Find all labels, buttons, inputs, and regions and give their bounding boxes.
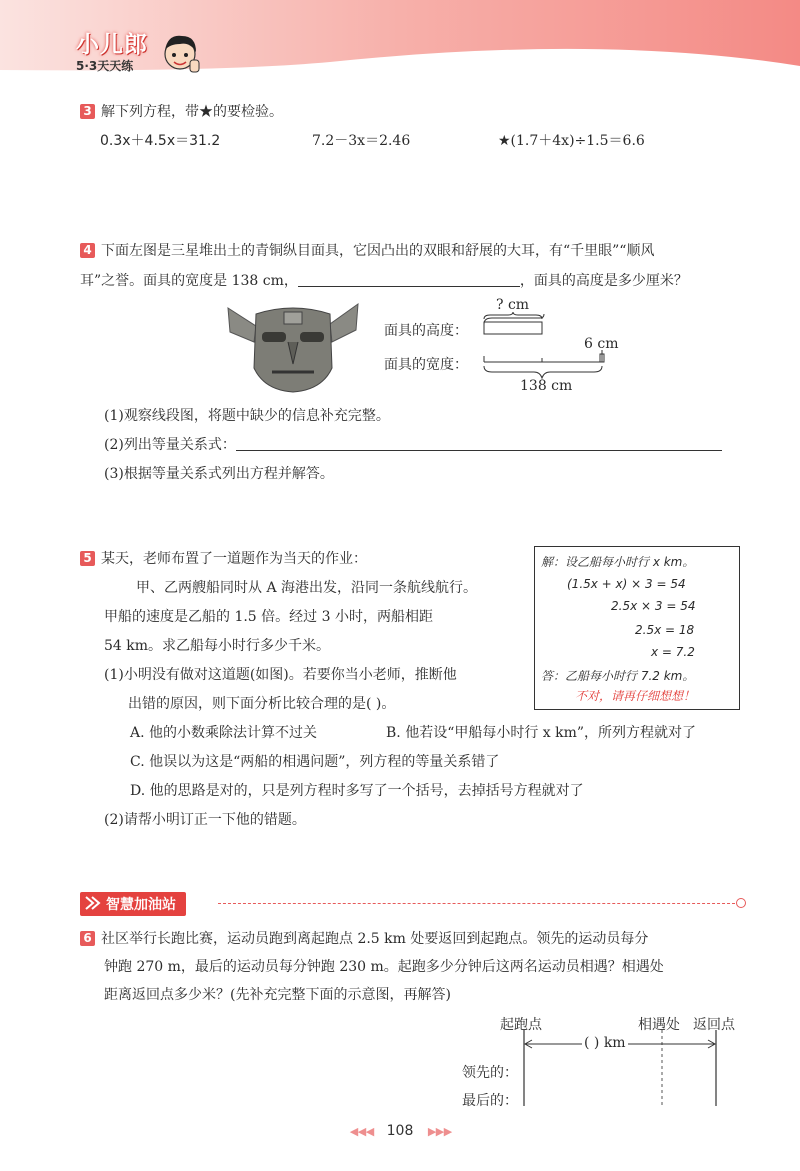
q4-text-1: 下面左图是三星堆出土的青铜纵目面具，它因凸出的双眼和舒展的大耳，有“千里眼”“顺风 [101,243,655,259]
q4-sub-1: (1)观察线段图，将题中缺少的信息补充完整。 [104,408,390,424]
q4-width-label: 面具的宽度： [384,357,468,373]
q4-sub-2-text: (2)列出等量关系式： [104,437,236,453]
q5-problem-2: 甲船的速度是乙船的 1.5 倍。经过 3 小时，两船相距 [104,609,433,625]
bronze-mask-image [226,302,360,394]
q4-text-2a: 耳”之誉。面具的宽度是 138 cm， [80,273,298,289]
brand-logo [76,26,148,74]
page-header [0,0,800,78]
width-brace [484,366,602,378]
q6-last-label: 最后的： [462,1093,518,1109]
q5-sub-1a: (1)小明没有做对这道题(如图)。若要你当小老师，推断他 [104,667,457,683]
q3-prompt [80,101,283,121]
q4-text-2b: ，面具的高度是多少厘米？ [519,273,688,289]
q3-text: 解下列方程，带★的要检验。 [101,104,283,120]
q4-line-1 [80,240,654,260]
height-segment [484,322,542,334]
work-line-5: x = 7.2 [651,645,695,659]
q6-number: 6 [80,931,95,946]
q4-sub-3: (3)根据等量关系式列出方程并解答。 [104,466,334,482]
q6-turn-label: 返回点 [693,1017,735,1033]
q6-line-2: 钟跑 270 m，最后的运动员每分钟跑 230 m。起跑多少分钟后这两名运动员相遇？相遇处 [104,959,664,975]
q6-leader-label: 领先的： [462,1065,518,1081]
q6-line-3: 距离返回点多少米？(先补充完整下面的示意图，再解答) [104,987,451,1003]
q5-intro [80,548,367,568]
q5-problem-1: 甲、乙两艘船同时从 A 海港出发，沿同一条航线航行。 [136,580,478,596]
work-line-6: 答：乙船每小时行 7.2 km。 [541,669,695,683]
banner-label: 智慧加油站 [80,892,186,916]
brand-subtitle: 5·3天天练 [76,59,134,73]
q5-option-a[interactable]: A. 他的小数乘除法计算不过关 [130,725,318,741]
q5-sub-2: (2)请帮小明订正一下他的错题。 [104,812,306,828]
q6-line-1 [80,928,648,948]
q5-student-work [534,546,740,710]
q3-equation-3: ★(1.7＋4x)÷1.5＝6.6 [498,133,645,149]
q5-option-d[interactable]: D. 他的思路是对的，只是列方程时多写了一个括号，去掉括号方程就对了 [130,783,584,799]
q4-answer-blank[interactable] [298,271,520,287]
q4-sub-2 [104,431,722,460]
page-number: 108 [386,1123,414,1139]
q6-meet-label: 相遇处 [638,1017,680,1033]
q4-relation-blank[interactable] [236,435,722,451]
mascot-icon [160,28,202,78]
banner-dot [736,898,746,908]
q3-number: 3 [80,104,95,119]
arrow-icon [85,896,101,910]
teacher-comment: 不对，请再仔细想想！ [575,689,696,703]
q5-option-b[interactable]: B. 他若设“甲船每小时行 x km”，所列方程就对了 [386,725,697,741]
section-banner [80,892,186,916]
q4-segment-diagram [478,312,608,382]
q4-line-2 [80,270,688,290]
brand-title: 小儿郎 [76,32,148,58]
prev-arrows-icon: ◀ ◀ ◀ [349,1125,373,1138]
next-arrows-icon: ▶ ▶ ▶ [427,1125,451,1138]
q6-distance-blank[interactable]: ( ) km [584,1035,626,1051]
q4-extra-label: 6 cm [584,336,619,352]
q4-height-label: 面具的高度： [384,323,468,339]
q4-number: 4 [80,243,95,258]
q3-equation-1: 0.3x＋4.5x＝31.2 [100,133,221,149]
q4-unknown-label: ? cm [496,297,530,313]
q4-total-label: 138 cm [520,378,573,394]
work-line-1: 解：设乙船每小时行 x km。 [541,555,695,569]
q5-problem-3: 54 km。求乙船每小时行多少千米。 [104,638,331,654]
q6-start-label: 起跑点 [500,1017,542,1033]
banner-dash-line [218,903,740,904]
q5-intro-text: 某天，老师布置了一道题作为当天的作业： [101,551,367,567]
work-line-2: (1.5x + x) × 3 = 54 [567,577,686,591]
q5-option-c[interactable]: C. 他误以为这是“两船的相遇问题”，列方程的等量关系错了 [130,754,500,770]
page-footer [0,1123,800,1139]
work-line-3: 2.5x × 3 = 54 [611,599,696,613]
q3-equation-2: 7.2－3x＝2.46 [312,133,411,149]
work-line-4: 2.5x = 18 [635,623,695,637]
q5-number: 5 [80,551,95,566]
q6-text-1: 社区举行长跑比赛，运动员跑到离起跑点 2.5 km 处要返回到起跑点。领先的运动员每分 [101,931,649,947]
q5-sub-1b: 出错的原因，则下面分析比较合理的是( )。 [128,696,396,712]
